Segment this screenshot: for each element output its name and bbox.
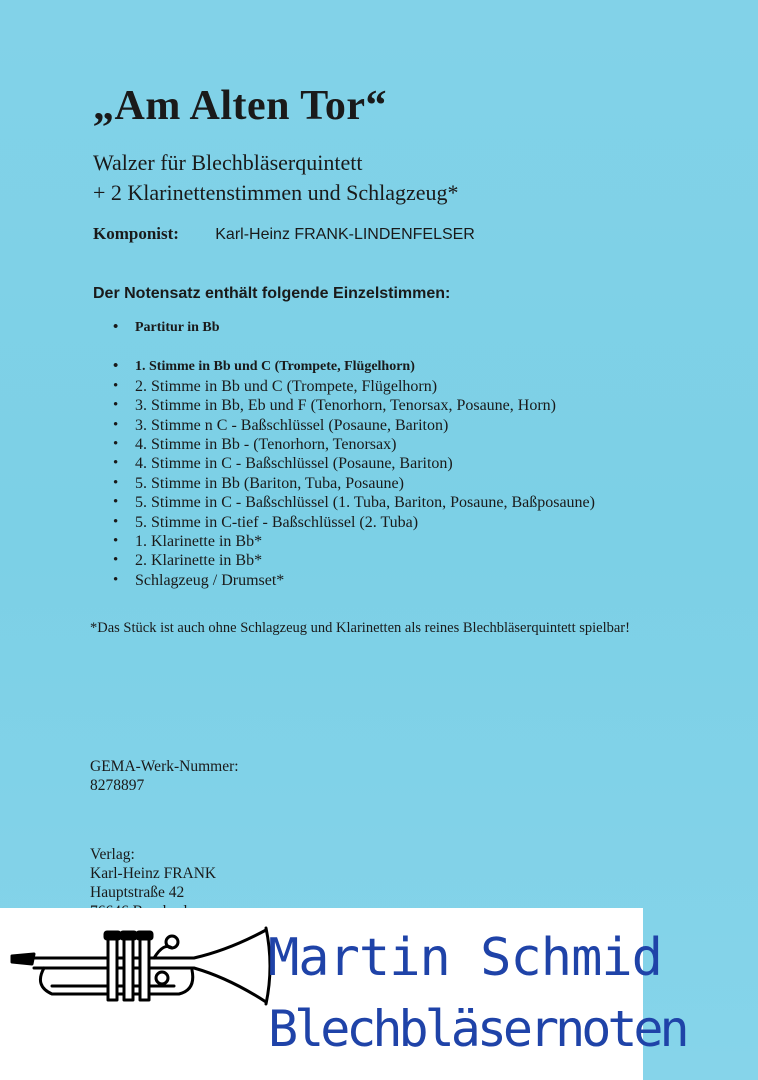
composer-label: Komponist:: [93, 224, 179, 243]
list-item: • 1. Stimme in Bb und C (Trompete, Flügelhorn): [110, 357, 670, 376]
gema-block: [90, 757, 239, 795]
list-item: • Partitur in Bb: [110, 318, 670, 337]
publisher-street: Hauptstraße 42: [90, 884, 185, 901]
list-item: • 1. Klarinette in Bb*: [110, 532, 670, 551]
page-title: „Am Alten Tor“: [93, 83, 388, 129]
subtitle-line-1: Walzer für Blechbläserquintett: [93, 150, 363, 175]
list-item: • 4. Stimme in Bb - (Tenorhorn, Tenorsax): [110, 435, 670, 454]
list-item: • 2. Klarinette in Bb*: [110, 551, 670, 570]
parts-list: [110, 318, 670, 590]
list-item: • 4. Stimme in C - Baßschlüssel (Posaune, Bariton): [110, 454, 670, 473]
composer-line: [93, 224, 475, 244]
gema-number: 8278897: [90, 777, 145, 794]
trumpet-icon: [4, 920, 274, 1020]
list-item: • Schlagzeug / Drumset*: [110, 571, 670, 590]
list-item: • 5. Stimme in C-tief - Baßschlüssel (2. Tuba): [110, 513, 670, 532]
gema-label: GEMA-Werk-Nummer:: [90, 758, 239, 775]
footnote: *Das Stück ist auch ohne Schlagzeug und Klarinetten als reines Blechbläserquintett spielbar!: [90, 620, 630, 636]
publisher-label: Verlag:: [90, 846, 135, 863]
brand-name: Martin Schmid: [268, 928, 662, 988]
brand-tagline: Blechbläsernoten: [268, 1000, 686, 1058]
list-item: • 3. Stimme in Bb, Eb und F (Tenorhorn, Tenorsax, Posaune, Horn): [110, 396, 670, 415]
list-item: • 3. Stimme n C - Baßschlüssel (Posaune, Bariton): [110, 416, 670, 435]
subtitle-line-2: + 2 Klarinettenstimmen und Schlagzeug*: [93, 180, 459, 205]
parts-heading: Der Notensatz enthält folgende Einzelstimmen:: [93, 285, 451, 302]
publisher-name: Karl-Heinz FRANK: [90, 865, 217, 882]
list-item: • 5. Stimme in C - Baßschlüssel (1. Tuba, Bariton, Posaune, Baßposaune): [110, 493, 670, 512]
composer-name: Karl-Heinz FRANK-LINDENFELSER: [215, 226, 475, 243]
list-item: • 2. Stimme in Bb und C (Trompete, Flügelhorn): [110, 377, 670, 396]
brand-banner: [0, 908, 686, 1080]
list-item: • 5. Stimme in Bb (Bariton, Tuba, Posaune): [110, 474, 670, 493]
